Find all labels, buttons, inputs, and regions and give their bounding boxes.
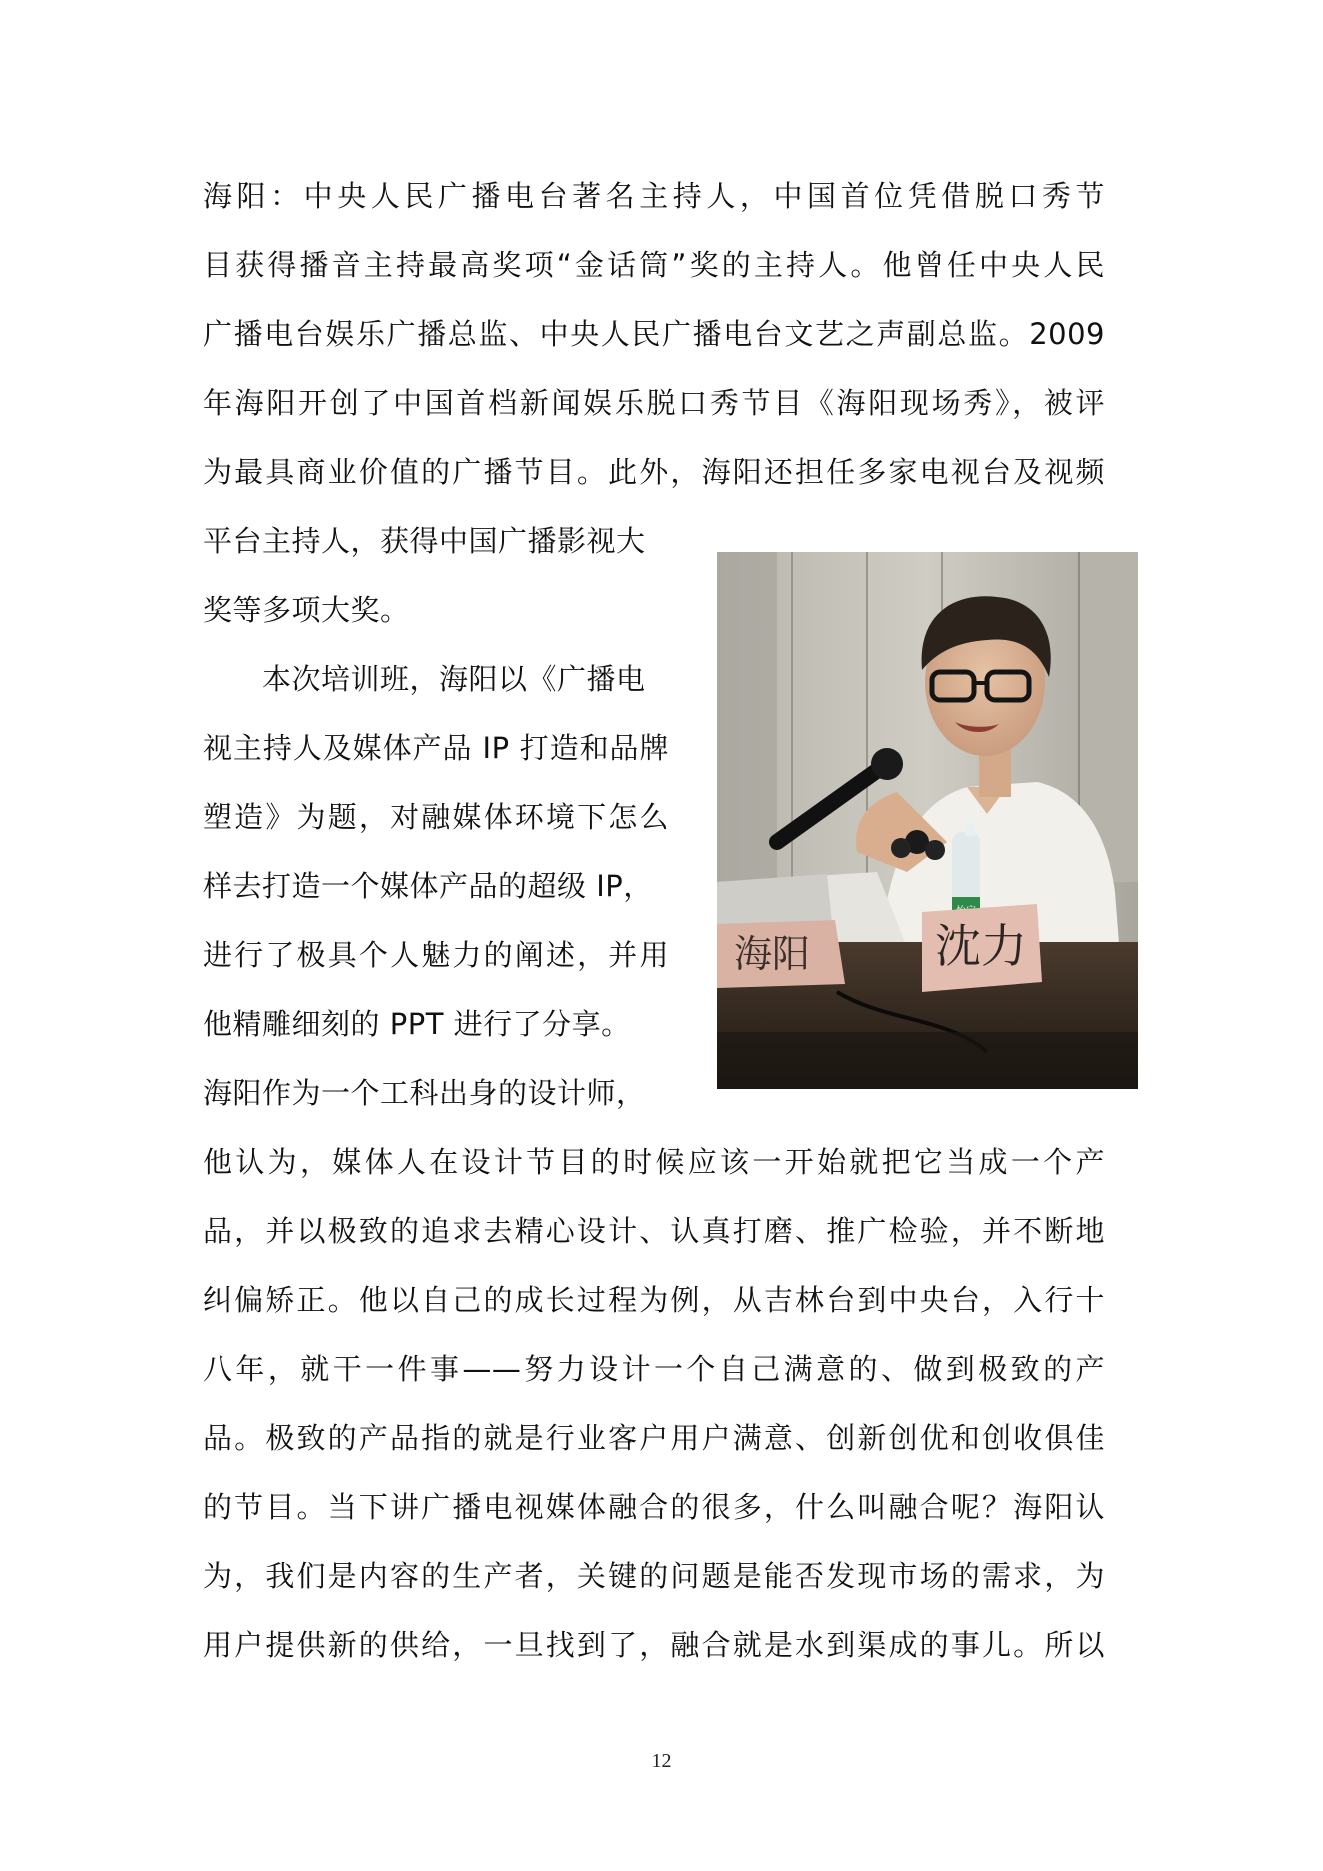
paragraph-line: 目获得播音主持最高奖项“金话筒”奖的主持人。他曾任中央人民 (203, 248, 1105, 282)
paragraph-line: 广播电台娱乐广播总监、中央人民广播电台文艺之声副总监。2009 (203, 317, 1105, 351)
paragraph-line: 本次培训班，海阳以《广播电 (262, 662, 646, 696)
paragraph-line: 八年，就干一件事——努力设计一个自己满意的、做到极致的产 (203, 1352, 1105, 1386)
paragraph-line: 海阳作为一个工科出身的设计师， (203, 1076, 646, 1110)
paragraph-line: 海阳：中央人民广播电台著名主持人，中国首位凭借脱口秀节 (203, 179, 1105, 213)
name-card-left: 海阳 (733, 932, 811, 976)
paragraph-line: 为，我们是内容的生产者，关键的问题是能否发现市场的需求，为 (203, 1559, 1105, 1593)
paragraph-line: 平台主持人，获得中国广播影视大 (203, 524, 646, 558)
paragraph-line: 为最具商业价值的广播节目。此外，海阳还担任多家电视台及视频 (203, 455, 1105, 489)
paragraph-line: 的节目。当下讲广播电视媒体融合的很多，什么叫融合呢？海阳认 (203, 1490, 1105, 1524)
page-number: 12 (651, 1750, 672, 1772)
paragraph-line: 品，并以极致的追求去精心设计、认真打磨、推广检验，并不断地 (203, 1214, 1105, 1248)
paragraph-line: 进行了极具个人魅力的阐述，并用 (203, 938, 669, 972)
paragraph-line: 样去打造一个媒体产品的超级 IP， (203, 869, 653, 903)
paragraph-line: 视主持人及媒体产品 IP 打造和品牌 (203, 731, 669, 765)
paragraph-line: 用户提供新的供给，一旦找到了，融合就是水到渠成的事儿。所以 (203, 1628, 1105, 1662)
paragraph-line: 他精雕细刻的 PPT 进行了分享。 (203, 1007, 631, 1041)
speaker-photo (717, 552, 1138, 1089)
name-card-right: 沈力 (935, 919, 1027, 973)
paragraph-line: 纠偏矫正。他以自己的成长过程为例，从吉林台到中央台，入行十 (203, 1283, 1105, 1317)
paragraph-line: 品。极致的产品指的就是行业客户用户满意、创新创优和创收俱佳 (203, 1421, 1105, 1455)
paragraph-line: 年海阳开创了中国首档新闻娱乐脱口秀节目《海阳现场秀》，被评 (203, 386, 1105, 420)
paragraph-line: 他认为，媒体人在设计节目的时候应该一开始就把它当成一个产 (203, 1145, 1105, 1179)
paragraph-line: 奖等多项大奖。 (203, 593, 410, 627)
paragraph-line: 塑造》为题，对融媒体环境下怎么 (203, 800, 669, 834)
